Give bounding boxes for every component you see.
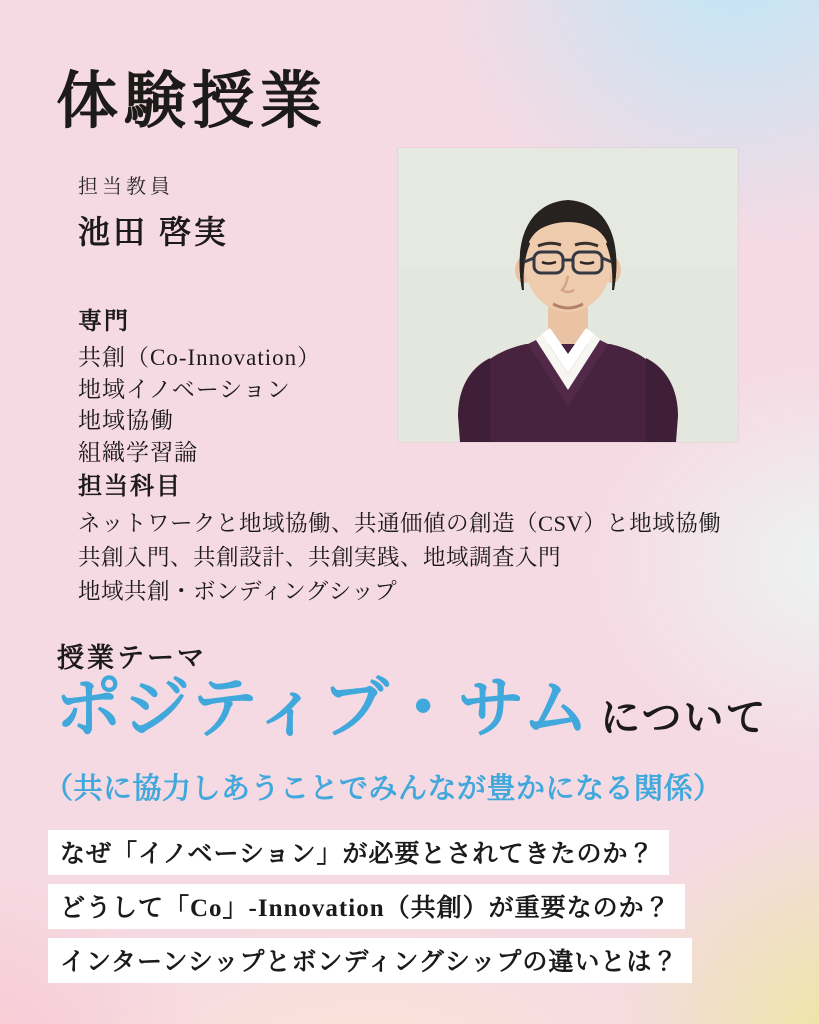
instructor-portrait-illustration bbox=[398, 148, 738, 442]
subjects-section bbox=[78, 466, 808, 610]
theme-subtitle: （共に協力しあうことでみんなが豊かになる関係） bbox=[44, 773, 723, 805]
theme-title-highlight: ポジティブ・サム bbox=[55, 672, 591, 746]
specialty-item: 共創（Co-Innovation） bbox=[78, 345, 322, 370]
specialty-item: 地域協働 bbox=[78, 408, 174, 434]
specialty-item: 組織学習論 bbox=[78, 440, 198, 466]
theme-label: 授業テーマ bbox=[57, 643, 207, 673]
theme-title-suffix: について bbox=[600, 695, 768, 740]
subjects-label: 担当科目 bbox=[78, 474, 182, 500]
specialty-list bbox=[78, 342, 398, 469]
theme-title bbox=[55, 666, 768, 753]
subject-item: ネットワークと地域協働、共通価値の創造（CSV）と地域協働 bbox=[78, 511, 722, 536]
page-title: 体験授業 bbox=[56, 68, 329, 136]
question-bar: なぜ「イノベーション」が必要とされてきたのか？ bbox=[48, 830, 669, 875]
instructor-name: 池田 啓実 bbox=[78, 214, 230, 250]
question-list bbox=[48, 830, 692, 992]
question-bar: どうして「Co」-Innovation（共創）が重要なのか？ bbox=[48, 884, 685, 929]
specialty-label: 専門 bbox=[78, 309, 130, 335]
specialty-item: 地域イノベーション bbox=[78, 376, 291, 402]
subject-list bbox=[78, 507, 808, 610]
subject-item: 地域共創・ボンディングシップ bbox=[78, 579, 398, 605]
instructor-profile bbox=[78, 170, 398, 469]
subject-item: 共創入門、共創設計、共創実践、地域調査入門 bbox=[78, 545, 562, 571]
instructor-photo bbox=[398, 148, 738, 442]
question-bar: インターンシップとボンディングシップの違いとは？ bbox=[48, 938, 692, 983]
instructor-role-label: 担当教員 bbox=[78, 176, 174, 198]
